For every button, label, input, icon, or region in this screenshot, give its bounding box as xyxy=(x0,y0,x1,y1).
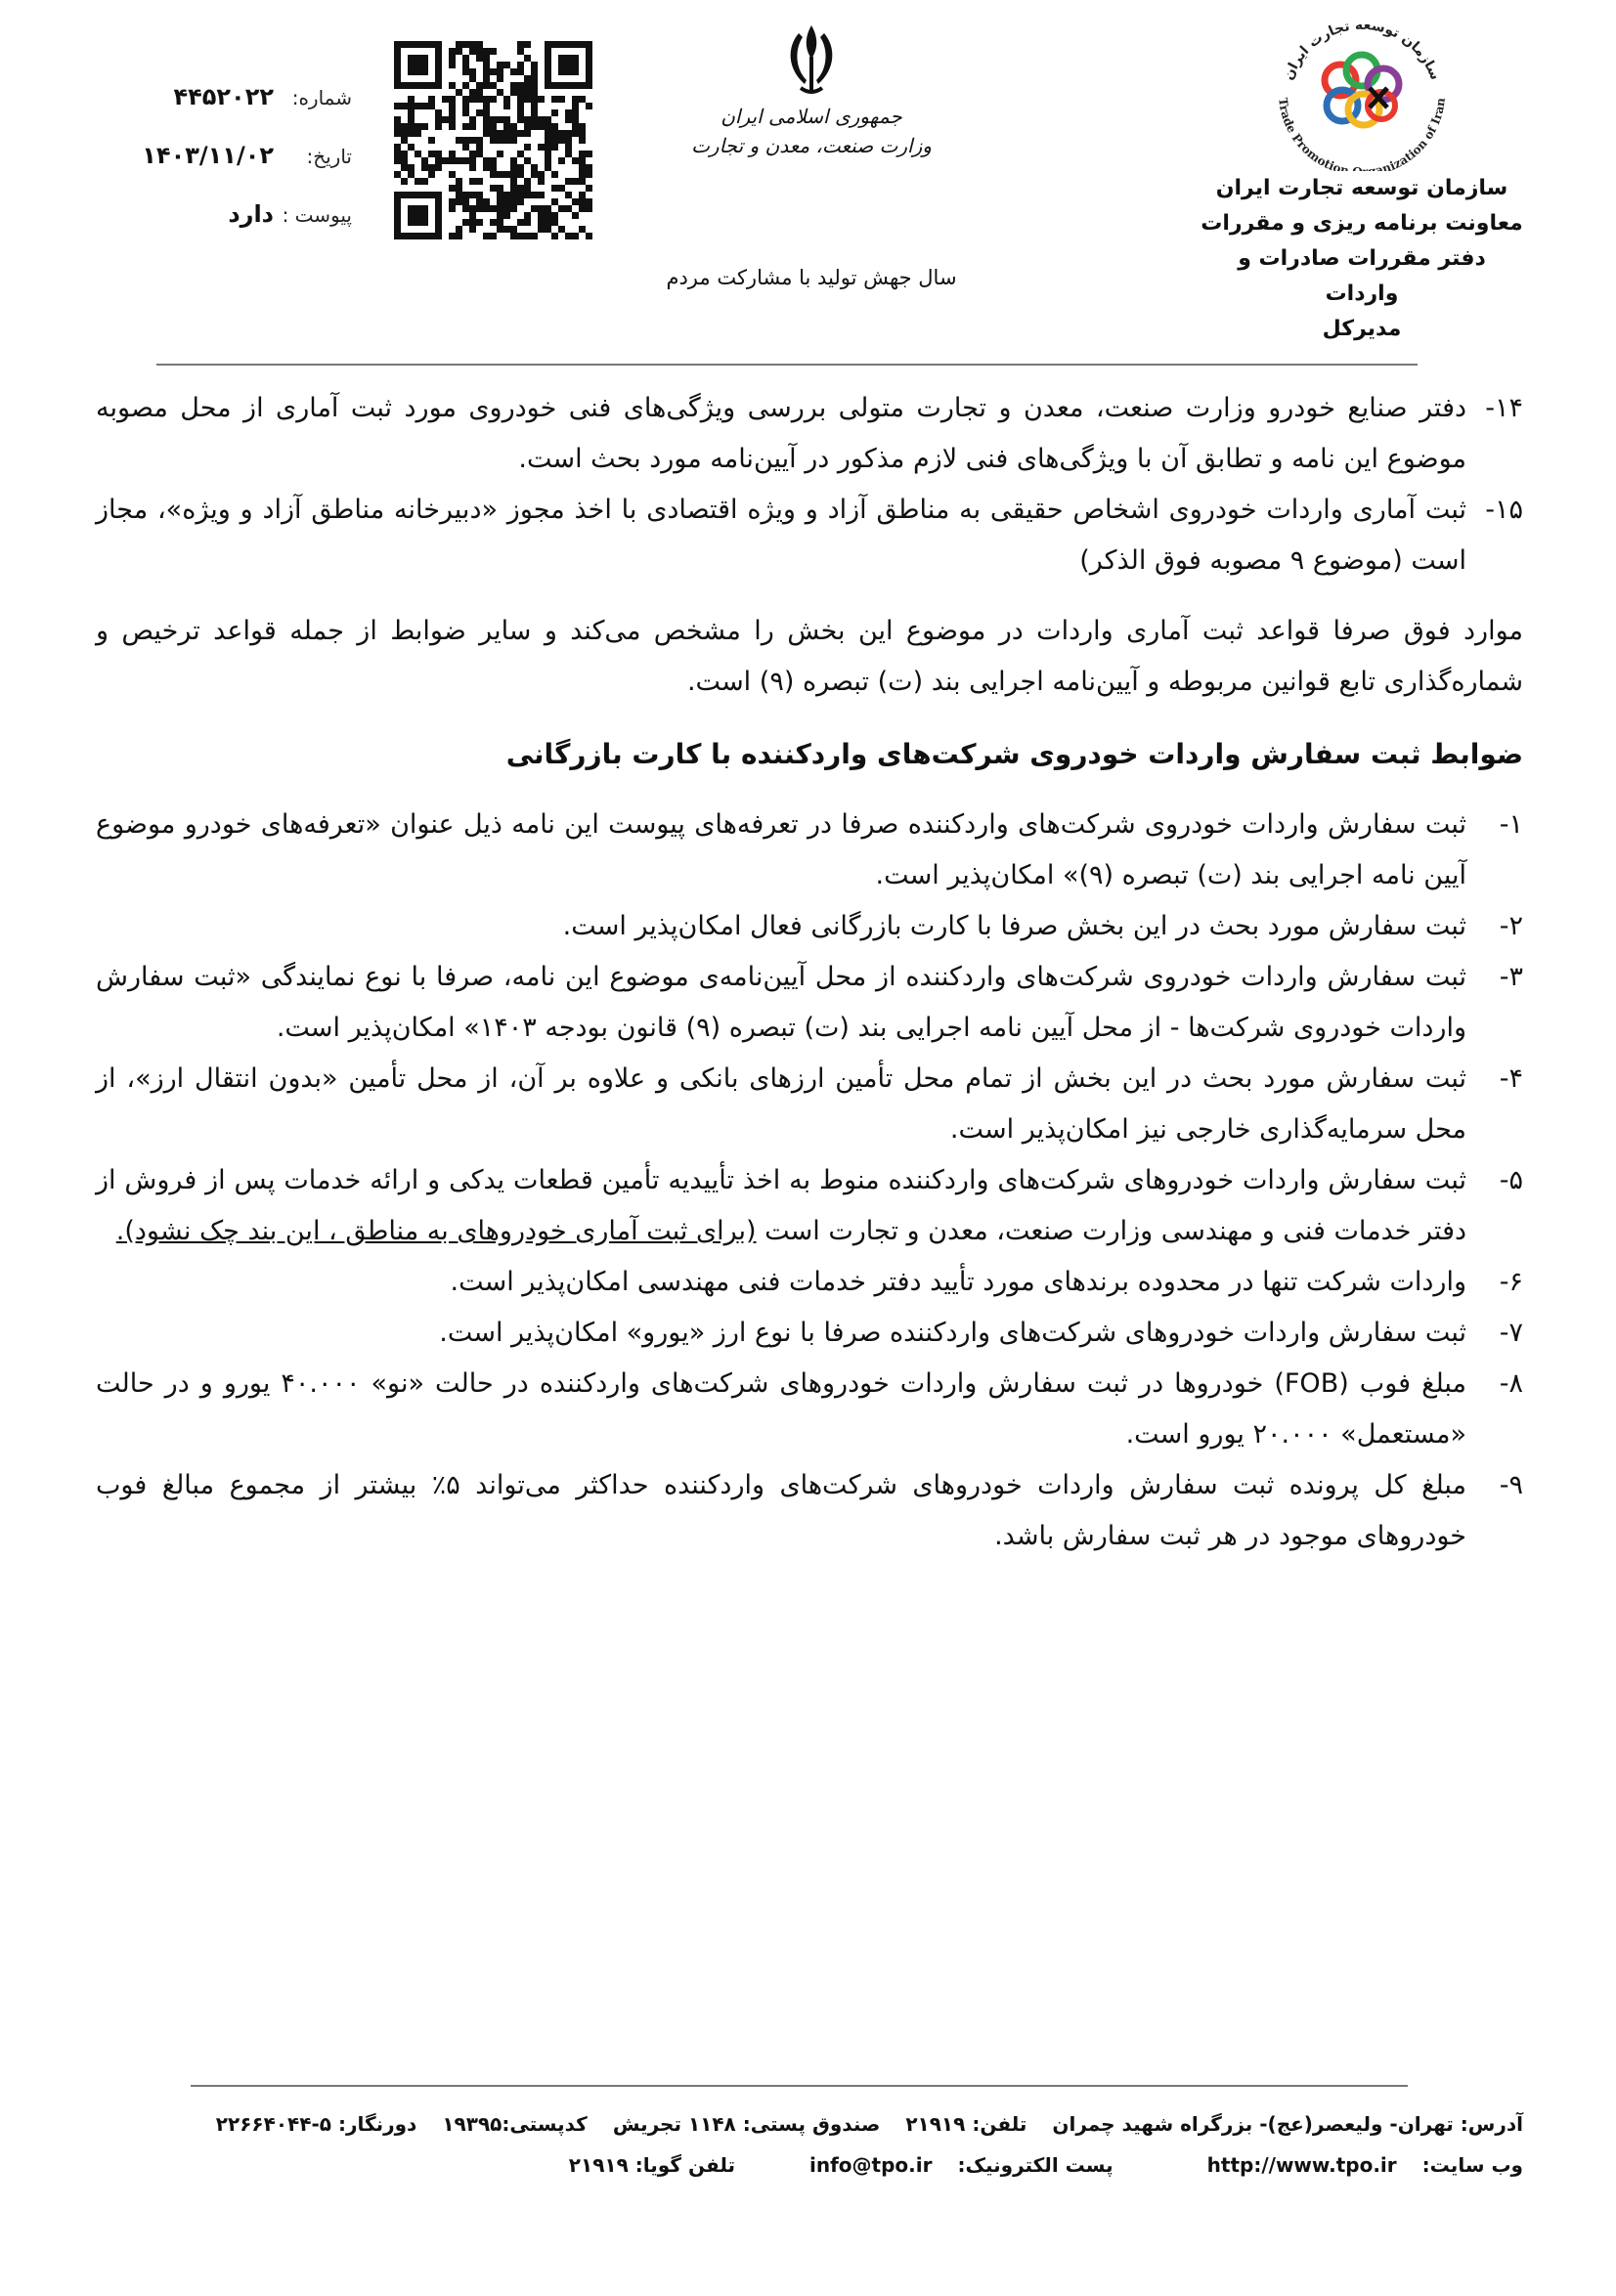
rule-text: ثبت سفارش واردات خودروهای شرکت‌های واردکننده منوط به اخذ تأییدیه تأمین قطعات یدکی و ارائه خدمات پس از فروش از دفتر خدمات فنی و مهندسی وزارت صنعت، معدن و تجارت است xyxy=(96,1165,1466,1246)
footer-contact-row xyxy=(96,2103,1523,2144)
qr-code xyxy=(394,41,599,241)
rule-4 xyxy=(96,1054,1523,1155)
rule-number: ۱- xyxy=(1499,809,1523,840)
org-header xyxy=(1201,0,1523,347)
rule-text: ثبت سفارش واردات خودروی شرکت‌های واردکننده صرفا در تعرفه‌های پیوست این نامه ذیل عنوان «تعرفه‌های خودرو موضوع آیین نامه اجرایی بند (ت) تبصره (۹)» امکان‌پذیر است. xyxy=(96,809,1466,890)
footer-voice-phone: تلفن گویا: ۲۱۹۱۹ xyxy=(568,2153,736,2177)
clause-text: ثبت آماری واردات خودروی اشخاص حقیقی به مناطق آزاد و ویژه اقتصادی با اخذ مجوز «دبیرخانه مناطق آزاد و ویژه»، مجاز است (موضوع ۹ مصوبه فوق الذکر) xyxy=(96,495,1466,576)
rule-7 xyxy=(96,1308,1523,1359)
rule-number: ۵- xyxy=(1499,1165,1523,1195)
ministry-header xyxy=(689,20,934,160)
rule-text-block xyxy=(96,1155,1466,1257)
letter-date-row xyxy=(127,142,352,200)
date-value: ۱۴۰۳/۱۱/۰۲ xyxy=(142,142,274,169)
footer-fax: دورنگار: ۵-۲۲۶۶۴۰۴۴ xyxy=(215,2112,417,2136)
number-value: ۴۴۵۲۰۲۲ xyxy=(173,83,274,110)
footer-po-box: صندوق پستی: ۱۱۴۸ تجریش xyxy=(612,2112,881,2136)
tpo-logo-icon xyxy=(1249,0,1474,171)
letter-footer xyxy=(96,2103,1523,2186)
rule-text: واردات شرکت تنها در محدوده برندهای مورد تأیید دفتر خدمات فنی مهندسی امکان‌پذیر است. xyxy=(450,1267,1466,1297)
republic-title: جمهوری اسلامی ایران xyxy=(721,105,902,128)
footer-phone: تلفن: ۲۱۹۱۹ xyxy=(905,2112,1027,2136)
rule-text: ثبت سفارش واردات خودروهای شرکت‌های واردکننده صرفا با نوع ارز «یورو» امکان‌پذیر است. xyxy=(439,1318,1466,1348)
rule-number: ۸- xyxy=(1499,1368,1523,1399)
rule-number: ۳- xyxy=(1499,962,1523,992)
rule-9 xyxy=(96,1460,1523,1562)
ministry-title: وزارت صنعت، معدن و تجارت xyxy=(691,134,932,157)
letter-attachment-row xyxy=(127,200,352,259)
date-label: تاریخ: xyxy=(306,145,352,168)
rule-6 xyxy=(96,1257,1523,1308)
clause-15 xyxy=(96,485,1523,586)
svg-text:Trade Promotion Organization o: Trade Promotion anization of Iran xyxy=(1276,97,1448,171)
letter-body xyxy=(96,383,1523,1562)
org-deputy: معاونت برنامه ریزی و مقررات xyxy=(1201,211,1523,236)
year-slogan: سال جهش تولید با مشارکت مردم xyxy=(666,266,957,289)
clause-number: ۱۵- xyxy=(1485,495,1523,525)
letter-meta xyxy=(127,83,352,259)
summary-paragraph: موارد فوق صرفا قواعد ثبت آماری واردات در موضوع این بخش را مشخص می‌کند و سایر ضوابط از جمله قواعد ترخیص و شماره‌گذاری تابع قوانین مربوطه و آیین‌نامه اجرایی بند (ت) تبصره (۹) است. xyxy=(96,616,1523,697)
clause-14 xyxy=(96,383,1523,485)
footer-divider xyxy=(191,2085,1408,2087)
rule-text: ثبت سفارش مورد بحث در این بخش صرفا با کارت بازرگانی فعال امکان‌پذیر است. xyxy=(562,911,1466,941)
letter-number-row xyxy=(127,83,352,142)
rule-8 xyxy=(96,1359,1523,1460)
svg-text:سازمان توسعه تجارت ایران: سازمان توسعه تجارت ایران xyxy=(1281,17,1444,83)
rule-text: مبلغ فوب (FOB) خودروها در ثبت سفارش واردات خودروهای شرکت‌های واردکننده در حالت «نو» ۴۰.۰۰۰ یورو و در حالت «مستعمل» ۲۰.۰۰۰ یورو است. xyxy=(96,1368,1466,1450)
clause-number: ۱۴- xyxy=(1485,393,1523,423)
rule-number: ۷- xyxy=(1499,1318,1523,1348)
rule-number: ۶- xyxy=(1499,1267,1523,1297)
qr-code-icon xyxy=(394,41,599,241)
footer-postal-code: کدپستی:۱۹۳۹۵ xyxy=(442,2112,588,2136)
rule-number: ۹- xyxy=(1499,1470,1523,1500)
number-label: شماره: xyxy=(291,86,352,109)
attachment-value: دارد xyxy=(228,200,274,228)
tpo-logo xyxy=(1249,0,1474,171)
footer-online-row xyxy=(96,2144,1523,2186)
rule-text: ثبت سفارش مورد بحث در این بخش از تمام محل تأمین ارزهای بانکی و علاوه بر آن، از محل تأمین «بدون انتقال ارز»، از محل سرمایه‌گذاری خارجی نیز امکان‌پذیر است. xyxy=(96,1063,1466,1145)
clause-text: دفتر صنایع خودرو وزارت صنعت، معدن و تجارت متولی بررسی ویژگی‌های فنی خودروی مورد ثبت آماری از محل مصوبه موضوع این نامه و تطابق آن با ویژگی‌های فنی لازم مذکور در آیین‌نامه مورد بحث است. xyxy=(96,393,1466,474)
attachment-label: پیوست : xyxy=(282,203,352,227)
rule-5 xyxy=(96,1155,1523,1257)
footer-website-link[interactable]: http://www.tpo.ir xyxy=(1206,2153,1397,2177)
footer-email-link[interactable]: info@tpo.ir xyxy=(809,2153,933,2177)
org-name: سازمان توسعه تجارت ایران xyxy=(1215,176,1508,200)
org-director: مدیرکل xyxy=(1322,317,1402,341)
rule-underlined-note: (برای ثبت آماری خودروهای به مناطق ، این بند چک نشود). xyxy=(115,1216,757,1246)
rule-number: ۲- xyxy=(1499,911,1523,941)
org-office: دفتر مقررات صادرات و واردات xyxy=(1238,246,1486,306)
section-heading: ضوابط ثبت سفارش واردات خودروی شرکت‌های واردکننده با کارت بازرگانی xyxy=(505,738,1523,770)
header-divider xyxy=(156,364,1418,366)
rule-text: ثبت سفارش واردات خودروی شرکت‌های واردکننده از محل آیین‌نامه‌ی موضوع این نامه، صرفا با نوع نمایندگی «ثبت سفارش واردات خودروی شرکت‌ها - از محل آیین نامه اجرایی بند (ت) تبصره (۹) قانون بودجه ۱۴۰۳» امکان‌پذیر است. xyxy=(96,962,1466,1043)
rule-text: مبلغ کل پرونده ثبت سفارش واردات خودروهای شرکت‌های واردکننده حداکثر می‌تواند ۵٪ بیشتر از مجموع مبالغ فوب خودروهای موجود در هر ثبت سفارش باشد. xyxy=(96,1470,1467,1551)
footer-email-label: پست الکترونیک: xyxy=(957,2153,1114,2177)
footer-address: آدرس: تهران- ولیعصر(عج)- بزرگراه شهید چمران xyxy=(1052,2112,1523,2136)
rule-1 xyxy=(96,800,1523,901)
rule-3 xyxy=(96,952,1523,1054)
iran-emblem-icon xyxy=(777,20,846,98)
rule-2 xyxy=(96,901,1523,952)
footer-website-label: وب سایت: xyxy=(1421,2153,1523,2177)
rule-number: ۴- xyxy=(1499,1063,1523,1094)
